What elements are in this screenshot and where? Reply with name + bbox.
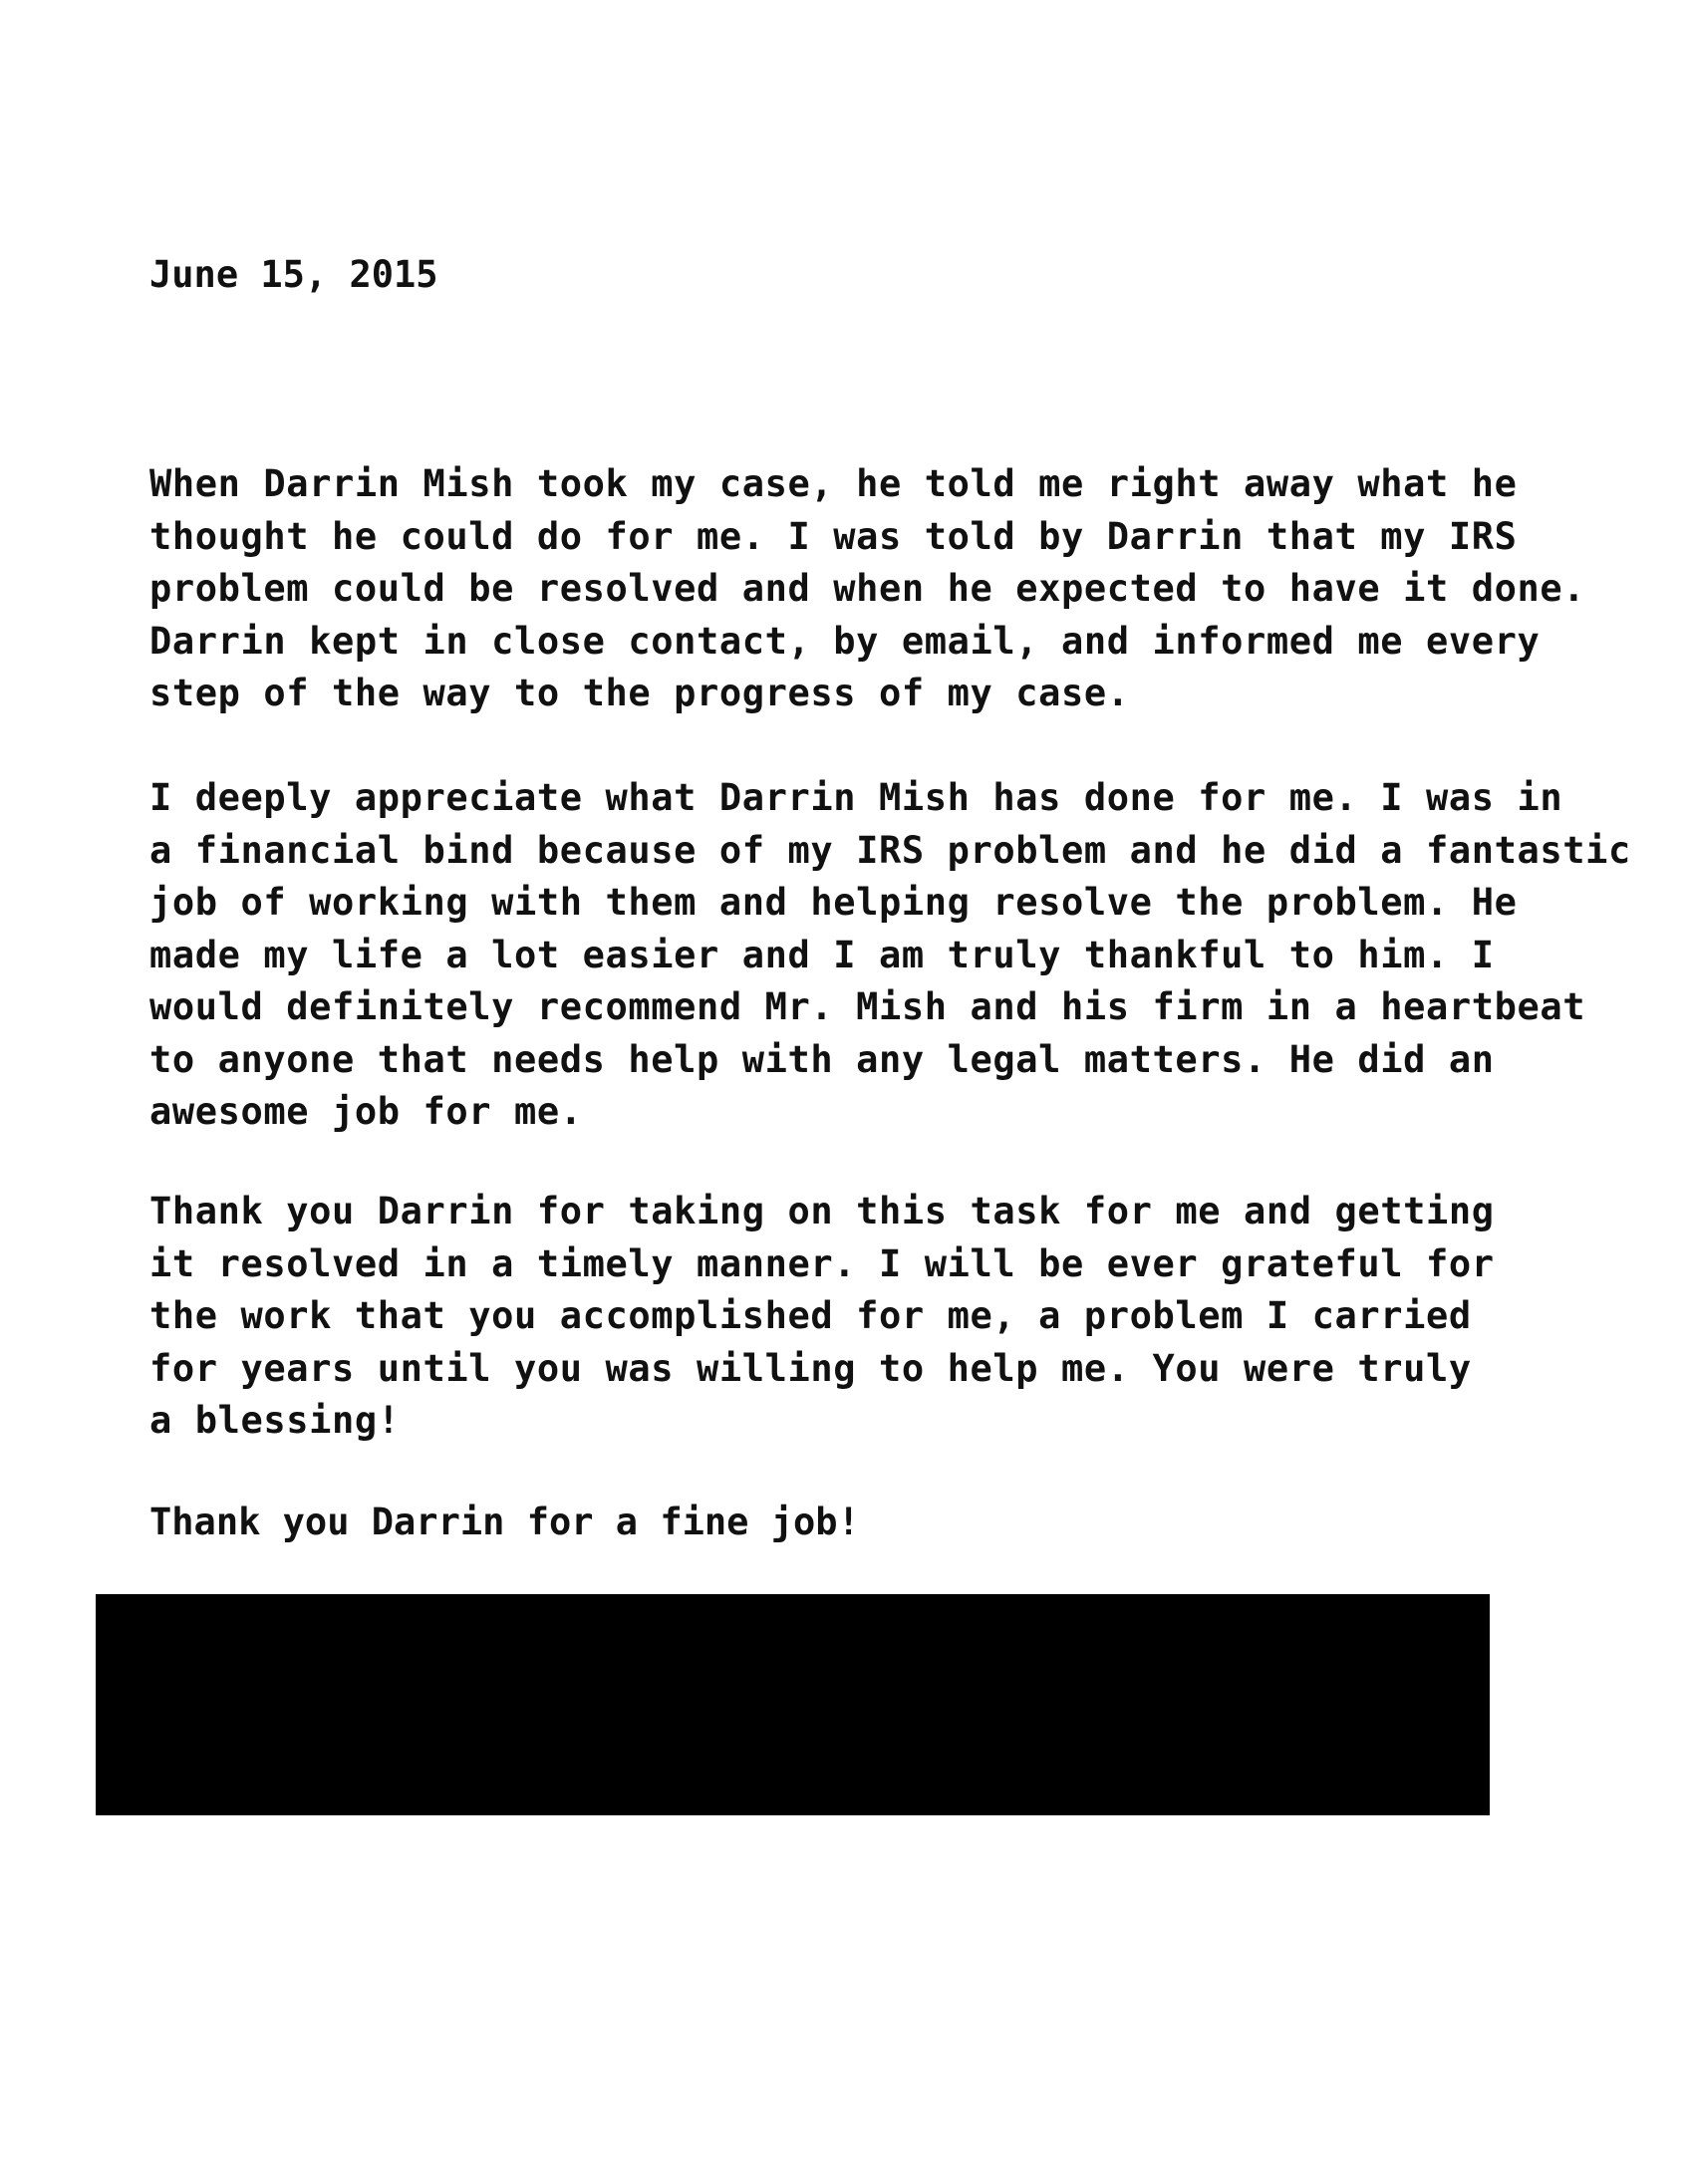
paragraph-line: a financial bind because of my IRS problem and he did a fantastic — [149, 828, 1631, 872]
paragraph-line: thought he could do for me. I was told by Darrin that my IRS — [149, 514, 1518, 558]
paragraph-2 — [149, 772, 1631, 1139]
paragraph-1 — [149, 458, 1585, 720]
paragraph-line: Darrin kept in close contact, by email, and informed me every — [149, 619, 1541, 663]
paragraph-line: I deeply appreciate what Darrin Mish has done for me. I was in — [149, 776, 1563, 819]
paragraph-line: awesome job for me. — [149, 1090, 583, 1133]
paragraph-line: the work that you accomplished for me, a problem I carried — [149, 1294, 1472, 1337]
paragraph-line: problem could be resolved and when he expected to have it done. — [149, 567, 1586, 610]
paragraph-line: it resolved in a timely manner. I will be ever grateful for — [149, 1241, 1495, 1285]
redaction-block — [96, 1594, 1490, 1815]
paragraph-line: made my life a lot easier and I am truly thankful to him. I — [149, 933, 1495, 976]
paragraph-line: job of working with them and helping resolve the problem. He — [149, 881, 1518, 924]
letter-date: June 15, 2015 — [149, 253, 438, 296]
paragraph-line: for years until you was willing to help me. You were truly — [149, 1346, 1472, 1390]
paragraph-line: a blessing! — [149, 1399, 401, 1442]
paragraph-line: to anyone that needs help with any legal matters. He did an — [149, 1037, 1495, 1081]
closing-line: Thank you Darrin for a fine job! — [149, 1501, 860, 1543]
paragraph-line: would definitely recommend Mr. Mish and his firm in a heartbeat — [149, 985, 1586, 1028]
paragraph-line: step of the way to the progress of my case. — [149, 672, 1130, 714]
paragraph-line: Thank you Darrin for taking on this task for me and getting — [149, 1190, 1495, 1232]
paragraph-line: When Darrin Mish took my case, he told me right away what he — [149, 462, 1518, 505]
paragraph-3 — [149, 1186, 1495, 1448]
